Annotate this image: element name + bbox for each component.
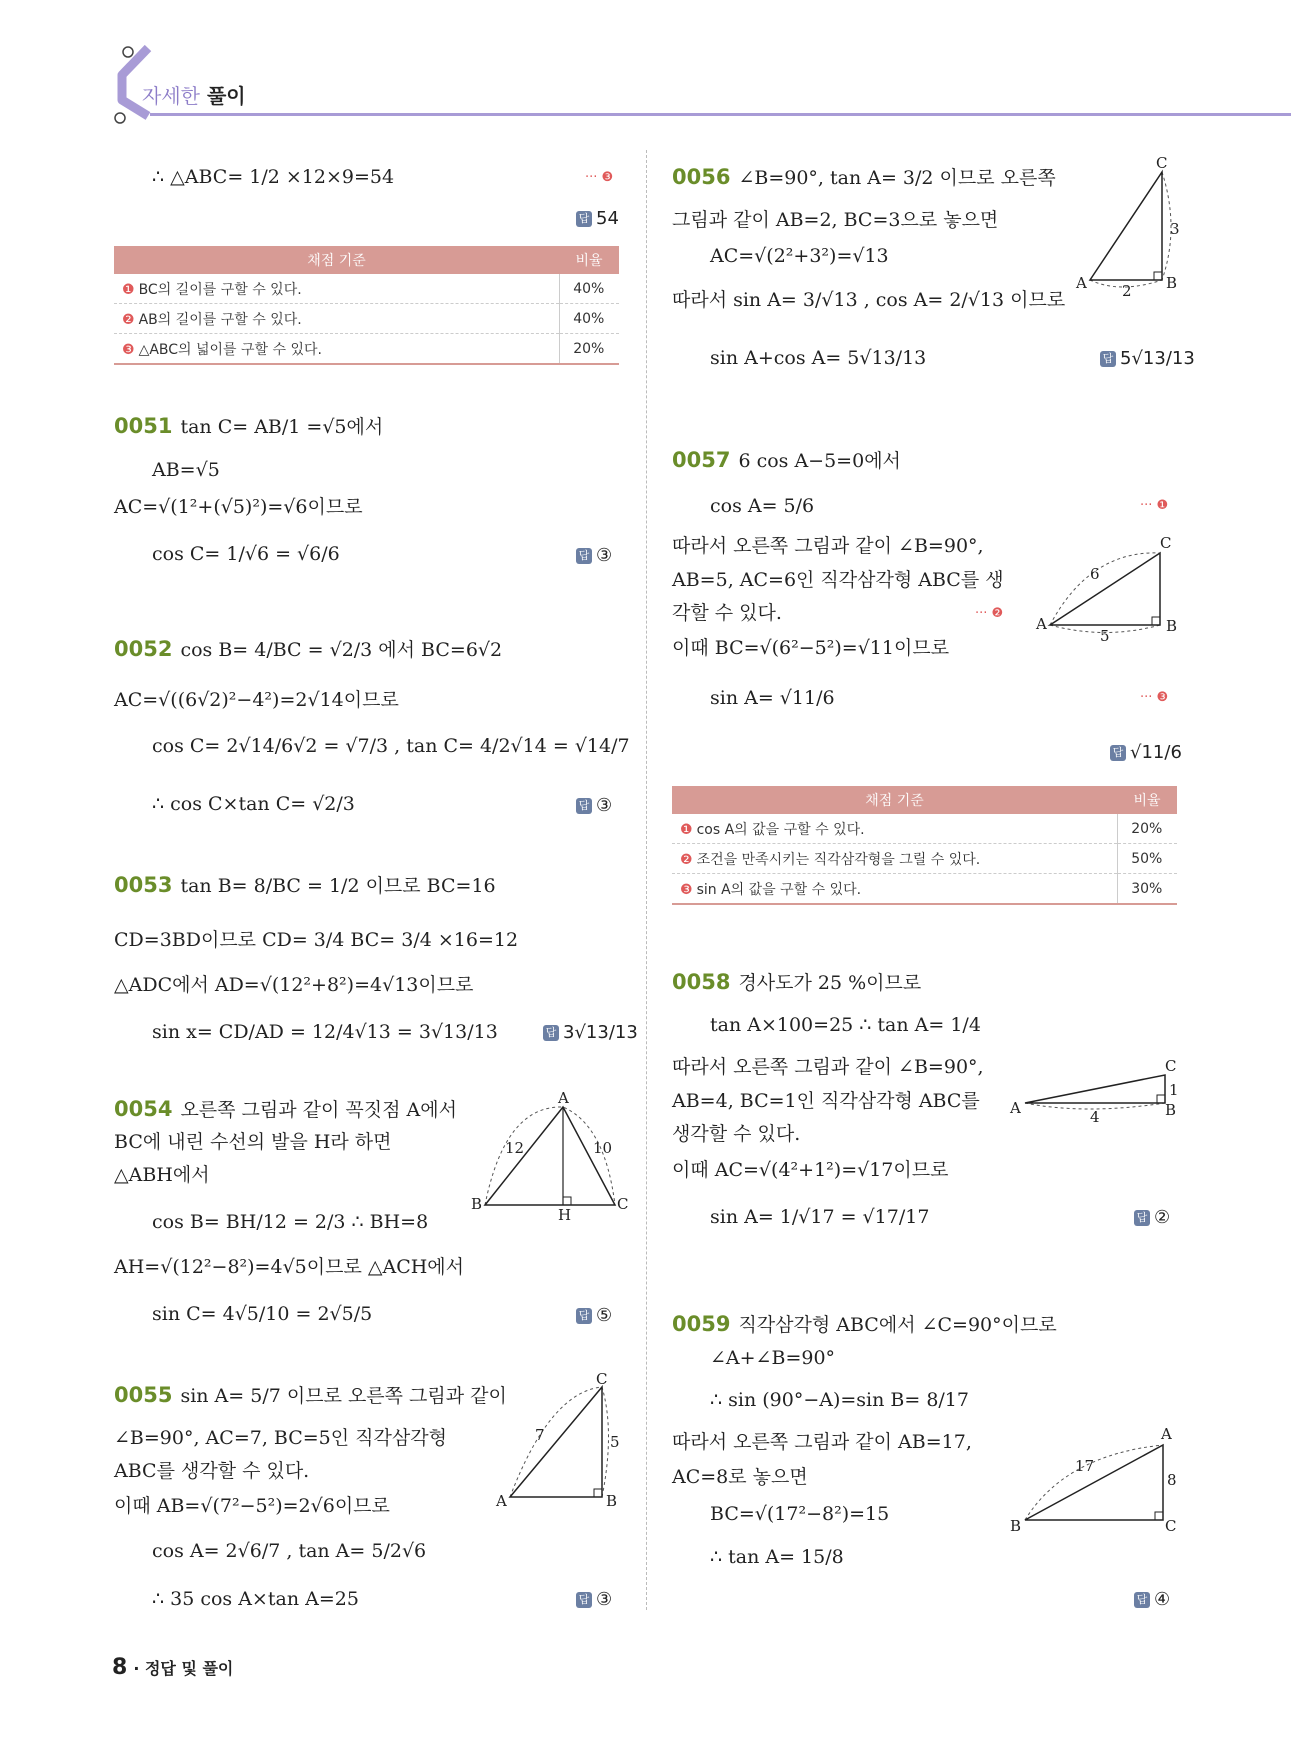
q59-line7: ∴ tan A= 15/8 [710,1546,844,1568]
q59-answer: 답 ④ [1134,1589,1170,1610]
q57-step1: ··· ❶ [1140,498,1169,513]
header-rule [150,113,1291,116]
q57-triangle-figure [1030,535,1190,645]
footer-label: · 정답 및 풀이 [133,1659,234,1678]
q59-triangle-figure [1005,1425,1185,1535]
svg-text:C: C [617,1195,629,1213]
header-title [142,80,246,109]
svg-text:H: H [558,1206,572,1224]
grading-table-2 [672,786,1177,905]
q51-line3: AC=√(1²+(√5)²)=√6이므로 [114,496,363,518]
q58-line6: 이때 AC=√(4²+1²)=√17이므로 [672,1159,949,1181]
q58-line4: AB=4, BC=1인 직각삼각형 ABC를 [672,1090,980,1112]
q58-line7: sin A= 1/√17 = √17/17 [710,1206,930,1228]
q58-line1: 0058 경사도가 25 %이므로 [672,970,922,994]
q56-line4: 따라서 sin A= 3/√13 , cos A= 2/√13 이므로 [672,289,1066,311]
q51-answer: 답 ③ [576,545,612,566]
table-row: ❸ △ABC의 넓이를 구할 수 있다. 20% [114,334,619,365]
svg-text:B: B [1166,617,1178,635]
page-footer [112,1655,233,1680]
q57-line4: AB=5, AC=6인 직각삼각형 ABC를 생 [672,569,1004,591]
q54-answer: 답 ⑤ [576,1305,612,1326]
grading-header: 채점 기준 [672,786,1117,814]
q57-answer: 답 √11/6 [1110,742,1182,763]
grading-table-1 [114,246,619,365]
svg-text:C: C [1165,1517,1177,1535]
svg-text:B: B [471,1195,483,1213]
svg-text:C: C [1165,1057,1177,1075]
q57-line7: sin A= √11/6 [710,687,835,709]
answer-icon: 답 [576,211,592,227]
ratio-header: 비율 [1117,786,1177,814]
table-row: ❶ BC의 길이를 구할 수 있다. 40% [114,274,619,304]
top-line: ∴ △ABC= 1/2 ×12×9=54 [152,166,395,188]
q53-answer: 답 3√13/13 [543,1022,638,1043]
q57-step2: ··· ❷ [975,606,1004,621]
q56-line3: AC=√(2²+3²)=√13 [710,245,889,267]
svg-text:12: 12 [505,1139,525,1157]
q54-triangle-figure [465,1089,629,1224]
svg-text:B: B [606,1492,618,1510]
q58-answer: 답 ② [1134,1207,1170,1228]
svg-text:A: A [558,1089,569,1107]
q57-line2: cos A= 5/6 [710,495,815,517]
q55-answer: 답 ③ [576,1589,612,1610]
grading-header: 채점 기준 [114,246,559,274]
q57-line3: 따라서 오른쪽 그림과 같이 ∠B=90°, [672,535,984,557]
q53-line3: △ADC에서 AD=√(12²+8²)=4√13이므로 [114,974,474,996]
q54-line5: AH=√(12²−8²)=4√5이므로 △ACH에서 [114,1256,465,1278]
q55-line6: ∴ 35 cos A×tan A=25 [152,1588,359,1610]
svg-text:4: 4 [1090,1108,1100,1126]
ratio-header: 비율 [559,246,619,274]
q53-line1: 0053 tan B= 8/BC = 1/2 이므로 BC=16 [114,873,496,897]
header-title-a: 자세한 [142,84,200,108]
svg-text:C: C [1156,154,1168,172]
table-row: ❸ sin A의 값을 구할 수 있다. 30% [672,874,1177,905]
svg-text:8: 8 [1167,1471,1177,1489]
q55-line1: 0055 sin A= 5/7 이므로 오른쪽 그림과 같이 [114,1383,507,1407]
q56-line5: sin A+cos A= 5√13/13 [710,347,927,369]
q58-line5: 생각할 수 있다. [672,1123,801,1145]
svg-text:C: C [596,1370,608,1388]
q55-line4: 이때 AB=√(7²−5²)=2√6이므로 [114,1495,390,1517]
svg-text:A: A [1161,1425,1172,1443]
q58-line2: tan A×100=25 ∴ tan A= 1/4 [710,1014,981,1036]
q59-line2: ∠A+∠B=90° [710,1347,836,1369]
svg-text:5: 5 [610,1433,620,1451]
top-step: ··· ❸ [585,170,614,185]
q52-line2: AC=√((6√2)²−4²)=2√14이므로 [114,689,399,711]
q59-line6: BC=√(17²−8²)=15 [710,1503,890,1525]
column-divider [646,150,647,1610]
q57-step3: ··· ❸ [1140,690,1169,705]
answer-top: 답 54 [576,208,619,229]
q56-triangle-figure [1070,154,1190,300]
svg-text:B: B [1166,274,1178,292]
q52-line4: ∴ cos C×tan C= √2/3 [152,793,355,815]
q58-triangle-figure [1005,1055,1185,1125]
q52-answer: 답 ③ [576,795,612,816]
svg-text:3: 3 [1170,220,1180,238]
svg-text:B: B [1010,1517,1022,1535]
svg-text:A: A [496,1492,507,1510]
q53-line4: sin x= CD/AD = 12/4√13 = 3√13/13 [152,1021,498,1043]
svg-text:7: 7 [535,1426,545,1444]
svg-text:1: 1 [1169,1081,1179,1099]
q52-line3: cos C= 2√14/6√2 = √7/3 , tan C= 4/2√14 = √14/7 [152,735,630,757]
page-number: 8 [112,1655,128,1680]
svg-text:6: 6 [1090,565,1100,583]
q57-line5: 각할 수 있다. [672,602,782,624]
q54-line1: 0054 오른쪽 그림과 같이 꼭짓점 A에서 [114,1097,457,1121]
q55-line5: cos A= 2√6/7 , tan A= 5/2√6 [152,1540,427,1562]
q53-line2: CD=3BD이므로 CD= 3/4 BC= 3/4 ×16=12 [114,929,519,951]
q52-line1: 0052 cos B= 4/BC = √2/3 에서 BC=6√2 [114,637,503,661]
svg-text:A: A [1076,274,1087,292]
svg-text:17: 17 [1075,1457,1095,1475]
svg-text:A: A [1010,1099,1021,1117]
q56-line2: 그림과 같이 AB=2, BC=3으로 놓으면 [672,209,999,231]
svg-text:A: A [1036,615,1047,633]
q54-line3: △ABH에서 [114,1164,210,1186]
q59-line1: 0059 직각삼각형 ABC에서 ∠C=90°이므로 [672,1312,1057,1336]
q51-line4: cos C= 1/√6 = √6/6 [152,543,340,565]
svg-text:2: 2 [1122,282,1132,300]
q59-line5: AC=8로 놓으면 [672,1466,808,1488]
q59-line3: ∴ sin (90°−A)=sin B= 8/17 [710,1389,969,1411]
q56-answer: 답 5√13/13 [1100,348,1195,369]
table-row: ❷ AB의 길이를 구할 수 있다. 40% [114,304,619,334]
table-row: ❷ 조건을 만족시키는 직각삼각형을 그릴 수 있다. 50% [672,844,1177,874]
q55-triangle-figure [490,1372,630,1512]
q59-line4: 따라서 오른쪽 그림과 같이 AB=17, [672,1431,972,1453]
q55-line3: ABC를 생각할 수 있다. [114,1460,310,1482]
svg-text:10: 10 [593,1139,613,1157]
q57-line1: 0057 6 cos A−5=0에서 [672,448,901,472]
table-row: ❶ cos A의 값을 구할 수 있다. 20% [672,814,1177,844]
header-title-b: 풀이 [206,84,246,108]
q51-line1: 0051 tan C= AB/1 =√5에서 [114,414,384,438]
q51-line2: AB=√5 [152,459,220,481]
q58-line3: 따라서 오른쪽 그림과 같이 ∠B=90°, [672,1056,984,1078]
q54-line6: sin C= 4√5/10 = 2√5/5 [152,1303,373,1325]
q54-line4: cos B= BH/12 = 2/3 ∴ BH=8 [152,1211,429,1233]
q57-line6: 이때 BC=√(6²−5²)=√11이므로 [672,637,950,659]
q56-line1: 0056 ∠B=90°, tan A= 3/2 이므로 오른쪽 [672,165,1056,189]
svg-text:5: 5 [1100,627,1110,645]
svg-text:C: C [1160,534,1172,552]
q55-line2: ∠B=90°, AC=7, BC=5인 직각삼각형 [114,1427,447,1449]
q54-line2: BC에 내린 수선의 발을 H라 하면 [114,1131,392,1153]
svg-text:B: B [1165,1101,1177,1119]
